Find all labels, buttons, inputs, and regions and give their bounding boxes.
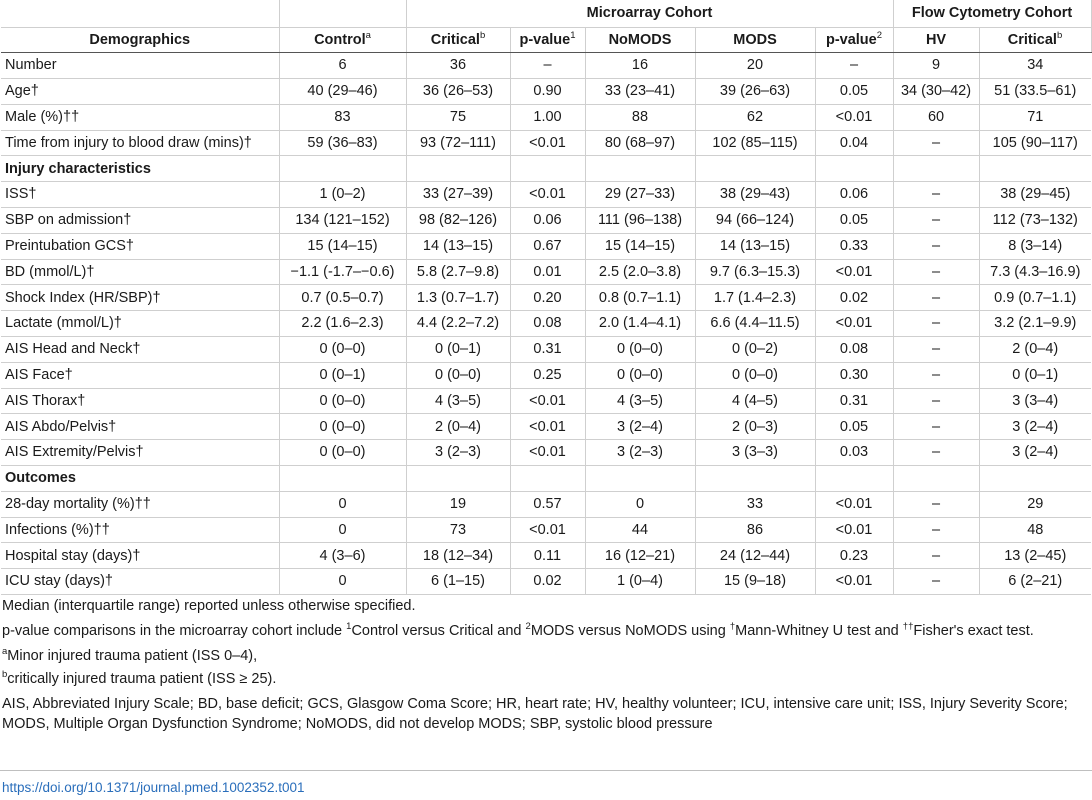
table-row — [1, 517, 1091, 543]
row-label: BD (mmol/L)† — [1, 259, 279, 285]
table-cell: 0.25 — [510, 362, 585, 388]
table-cell: 102 (85–115) — [695, 130, 815, 156]
row-label: Infections (%)†† — [1, 517, 279, 543]
table-cell: 5.8 (2.7–9.8) — [406, 259, 510, 285]
table-cell: 0.67 — [510, 233, 585, 259]
table-cell: 0.31 — [815, 388, 893, 414]
table-cell: <0.01 — [510, 517, 585, 543]
table-cell: 0.7 (0.5–0.7) — [279, 285, 406, 311]
table-row — [1, 569, 1091, 595]
table-cell: – — [893, 233, 979, 259]
table-cell — [695, 466, 815, 492]
row-label: Male (%)†† — [1, 104, 279, 130]
table-cell: – — [893, 311, 979, 337]
table-cell: 19 — [406, 491, 510, 517]
table-row — [1, 543, 1091, 569]
row-label: Number — [1, 53, 279, 79]
table-cell: 0.11 — [510, 543, 585, 569]
table-cell: 0 (0–0) — [695, 362, 815, 388]
table-row — [1, 208, 1091, 234]
section-label: Outcomes — [1, 466, 279, 492]
footnote-a: $^a$Minor injured trauma patient (ISS 0–4), — [2, 646, 258, 664]
table-cell: 0.05 — [815, 208, 893, 234]
table-row — [1, 130, 1091, 156]
table-cell: 112 (73–132) — [979, 208, 1091, 234]
col-p-value-2-header: p-value$^2$ — [815, 27, 893, 53]
table-cell: 0 (0–2) — [695, 337, 815, 363]
table-cell: 14 (13–15) — [406, 233, 510, 259]
table-cell: 7.3 (4.3–16.9) — [979, 259, 1091, 285]
table-cell: 48 — [979, 517, 1091, 543]
col-mods-header: MODS — [695, 27, 815, 53]
table-cell: 3 (2–3) — [585, 440, 695, 466]
table-cell: – — [893, 130, 979, 156]
table-row — [1, 388, 1091, 414]
table-cell: 0.01 — [510, 259, 585, 285]
table-cell: 0.08 — [510, 311, 585, 337]
table-cell: 0.31 — [510, 337, 585, 363]
table-cell: <0.01 — [815, 517, 893, 543]
table-cell: 0 — [279, 491, 406, 517]
table-cell: 1 (0–4) — [585, 569, 695, 595]
footnote-abbreviations: AIS, Abbreviated Injury Scale; BD, base deficit; GCS, Glasgow Coma Score; HR, heart rate; HV, healthy volunteer; ICU, intensive care unit; ISS, Injury Severity Score; MODS, Multiple Organ Dysfunction Syndrome; NoMODS, did not develop MODS; SBP, systolic blood pressure — [2, 696, 1068, 732]
table-cell: 4.4 (2.2–7.2) — [406, 311, 510, 337]
table-cell: 33 (27–39) — [406, 182, 510, 208]
table-cell: 0.23 — [815, 543, 893, 569]
table-cell: 0 (0–0) — [279, 414, 406, 440]
table-cell: 1.00 — [510, 104, 585, 130]
table-cell: 36 (26–53) — [406, 79, 510, 105]
table-cell: – — [893, 285, 979, 311]
table-cell: 3 (2–4) — [979, 414, 1091, 440]
table-cell: 0 — [279, 569, 406, 595]
table-cell: <0.01 — [510, 440, 585, 466]
table-cell: 20 — [695, 53, 815, 79]
row-label: ICU stay (days)† — [1, 569, 279, 595]
table-cell — [406, 466, 510, 492]
table-cell: 4 (3–5) — [406, 388, 510, 414]
table-cell: 2.0 (1.4–4.1) — [585, 311, 695, 337]
table-cell: – — [893, 569, 979, 595]
table-cell: 6 (2–21) — [979, 569, 1091, 595]
table-cell: 1.7 (1.4–2.3) — [695, 285, 815, 311]
table-cell: <0.01 — [815, 491, 893, 517]
table-cell: – — [510, 53, 585, 79]
table-cell — [893, 156, 979, 182]
table-cell — [893, 466, 979, 492]
table-cell — [585, 466, 695, 492]
table-cell — [695, 156, 815, 182]
table-row — [1, 79, 1091, 105]
row-label: Hospital stay (days)† — [1, 543, 279, 569]
table-cell — [279, 466, 406, 492]
table-cell: <0.01 — [510, 130, 585, 156]
table-cell: 3 (2–4) — [585, 414, 695, 440]
row-label: AIS Thorax† — [1, 388, 279, 414]
table-cell: 0.08 — [815, 337, 893, 363]
table-cell: 34 (30–42) — [893, 79, 979, 105]
table-cell: 75 — [406, 104, 510, 130]
row-label: Shock Index (HR/SBP)† — [1, 285, 279, 311]
table-cell: 2 (0–4) — [406, 414, 510, 440]
table-cell — [585, 156, 695, 182]
table-cell: 88 — [585, 104, 695, 130]
table-cell: 33 (23–41) — [585, 79, 695, 105]
table-cell: 0 (0–0) — [406, 362, 510, 388]
table-cell: 6.6 (4.4–11.5) — [695, 311, 815, 337]
footnote-b: $^b$critically injured trauma patient (ISS ≥ 25). — [2, 669, 277, 687]
table-cell: – — [893, 414, 979, 440]
table-row — [1, 285, 1091, 311]
table-cell: 0.30 — [815, 362, 893, 388]
table-cell: 2.5 (2.0–3.8) — [585, 259, 695, 285]
table-cell: 6 (1–15) — [406, 569, 510, 595]
table-cell: 3 (2–4) — [979, 440, 1091, 466]
table-cell: 38 (29–45) — [979, 182, 1091, 208]
table-cell — [979, 466, 1091, 492]
table-cell: 0 (0–0) — [279, 337, 406, 363]
col-control-header: Control$^a$ — [279, 27, 406, 53]
col-critical-header: Critical$^b$ — [406, 27, 510, 53]
table-cell: 4 (3–6) — [279, 543, 406, 569]
table-cell: 93 (72–111) — [406, 130, 510, 156]
table-cell: 0 (0–1) — [279, 362, 406, 388]
table-cell: <0.01 — [510, 388, 585, 414]
microarray-cohort-header: Microarray Cohort — [406, 0, 893, 27]
table-cell: – — [893, 208, 979, 234]
row-label: ISS† — [1, 182, 279, 208]
table-cell: 24 (12–44) — [695, 543, 815, 569]
header-group-row — [1, 0, 1091, 27]
table-cell: 9.7 (6.3–15.3) — [695, 259, 815, 285]
table-cell: 2 (0–3) — [695, 414, 815, 440]
table-cell: 0.05 — [815, 79, 893, 105]
table-cell: 86 — [695, 517, 815, 543]
table-cell: 15 (14–15) — [585, 233, 695, 259]
table-cell: 2.2 (1.6–2.3) — [279, 311, 406, 337]
col-hv-header: HV — [893, 27, 979, 53]
row-label: AIS Abdo/Pelvis† — [1, 414, 279, 440]
table-row — [1, 311, 1091, 337]
row-label: 28-day mortality (%)†† — [1, 491, 279, 517]
table-cell — [279, 156, 406, 182]
table-cell: 3 (3–3) — [695, 440, 815, 466]
table-row — [1, 233, 1091, 259]
table-row — [1, 182, 1091, 208]
table-cell: 34 — [979, 53, 1091, 79]
table-cell: 0.05 — [815, 414, 893, 440]
demographics-table — [1, 0, 1092, 595]
table-cell: – — [893, 440, 979, 466]
table-cell: 9 — [893, 53, 979, 79]
table-cell: 15 (14–15) — [279, 233, 406, 259]
table-cell: <0.01 — [510, 182, 585, 208]
table-cell: 0.06 — [510, 208, 585, 234]
table-cell: 6 — [279, 53, 406, 79]
table-cell: −1.1 (-1.7–−0.6) — [279, 259, 406, 285]
table-cell: 16 (12–21) — [585, 543, 695, 569]
table-cell: 0 — [585, 491, 695, 517]
table-body — [1, 53, 1091, 595]
section-row — [1, 156, 1091, 182]
table-cell: 94 (66–124) — [695, 208, 815, 234]
table-cell: 0 (0–0) — [585, 337, 695, 363]
table-cell: 0.03 — [815, 440, 893, 466]
section-label: Injury characteristics — [1, 156, 279, 182]
table-cell: – — [893, 543, 979, 569]
table-cell — [815, 466, 893, 492]
table-cell: 62 — [695, 104, 815, 130]
table-cell: 14 (13–15) — [695, 233, 815, 259]
table-cell: – — [893, 517, 979, 543]
table-cell: 13 (2–45) — [979, 543, 1091, 569]
table-cell: 73 — [406, 517, 510, 543]
table-cell: 33 — [695, 491, 815, 517]
table-cell — [406, 156, 510, 182]
table-row — [1, 491, 1091, 517]
table-cell: 44 — [585, 517, 695, 543]
footnote-median: Median (interquartile range) reported unless otherwise specified. — [2, 598, 416, 614]
table-cell: 38 (29–43) — [695, 182, 815, 208]
table-cell: 0.33 — [815, 233, 893, 259]
row-label: Time from injury to blood draw (mins)† — [1, 130, 279, 156]
table-cell: 105 (90–117) — [979, 130, 1091, 156]
section-row — [1, 466, 1091, 492]
table-footnotes — [2, 596, 1090, 739]
table-cell: <0.01 — [815, 569, 893, 595]
table-cell: 0 (0–0) — [279, 440, 406, 466]
table-cell: 0.20 — [510, 285, 585, 311]
table-cell: 40 (29–46) — [279, 79, 406, 105]
row-label: AIS Extremity/Pelvis† — [1, 440, 279, 466]
table-cell: – — [893, 337, 979, 363]
table-cell: <0.01 — [815, 104, 893, 130]
table-cell: 36 — [406, 53, 510, 79]
table-cell: 0.06 — [815, 182, 893, 208]
table-cell: 18 (12–34) — [406, 543, 510, 569]
col-demographics-header: Demographics — [1, 27, 279, 53]
col-critical-flow-header: Critical$^b$ — [979, 27, 1091, 53]
table-cell — [979, 156, 1091, 182]
table-cell: 111 (96–138) — [585, 208, 695, 234]
table-cell: 60 — [893, 104, 979, 130]
table-cell: 0.9 (0.7–1.1) — [979, 285, 1091, 311]
table-row — [1, 104, 1091, 130]
table-cell: 0.90 — [510, 79, 585, 105]
table-row — [1, 259, 1091, 285]
table-cell: 0.02 — [815, 285, 893, 311]
divider — [0, 770, 1092, 771]
table-cell: 98 (82–126) — [406, 208, 510, 234]
row-label: Preintubation GCS† — [1, 233, 279, 259]
table-cell: 0 (0–1) — [406, 337, 510, 363]
table-cell: 15 (9–18) — [695, 569, 815, 595]
table-cell: 1 (0–2) — [279, 182, 406, 208]
table-row — [1, 53, 1091, 79]
table-cell: 80 (68–97) — [585, 130, 695, 156]
table-cell: – — [815, 53, 893, 79]
table-cell: 3 (3–4) — [979, 388, 1091, 414]
table-cell: 51 (33.5–61) — [979, 79, 1091, 105]
table-cell: 71 — [979, 104, 1091, 130]
table-cell: – — [893, 259, 979, 285]
row-label: AIS Head and Neck† — [1, 337, 279, 363]
table-cell: 39 (26–63) — [695, 79, 815, 105]
table-cell: – — [893, 182, 979, 208]
row-label: Lactate (mmol/L)† — [1, 311, 279, 337]
table-cell: 0.57 — [510, 491, 585, 517]
column-header-row — [1, 27, 1091, 53]
table-cell — [510, 156, 585, 182]
table-cell: 0.04 — [815, 130, 893, 156]
table-cell: 4 (3–5) — [585, 388, 695, 414]
table-cell: 0.8 (0.7–1.1) — [585, 285, 695, 311]
table-cell: <0.01 — [815, 259, 893, 285]
table-cell: 0 (0–0) — [279, 388, 406, 414]
table-row — [1, 362, 1091, 388]
table-cell: 134 (121–152) — [279, 208, 406, 234]
table-row — [1, 440, 1091, 466]
table-cell: 2 (0–4) — [979, 337, 1091, 363]
footnote-pvalue: p-value comparisons in the microarray cohort include $^1$Control versus Critical and $^2$MODS versus NoMODS using †Mann-Whitney U test and ††Fisher's exact test. — [2, 621, 1034, 639]
table-cell: 4 (4–5) — [695, 388, 815, 414]
table-row — [1, 414, 1091, 440]
table-row — [1, 337, 1091, 363]
table-cell: 29 — [979, 491, 1091, 517]
flow-cytometry-cohort-header: Flow Cytometry Cohort — [893, 0, 1091, 27]
table-cell: – — [893, 491, 979, 517]
doi-link[interactable]: https://doi.org/10.1371/journal.pmed.1002352.t001 — [2, 780, 305, 795]
table-cell — [510, 466, 585, 492]
table-cell: 1.3 (0.7–1.7) — [406, 285, 510, 311]
table-cell: 0 — [279, 517, 406, 543]
table-cell: 16 — [585, 53, 695, 79]
table-cell: 29 (27–33) — [585, 182, 695, 208]
table-cell: <0.01 — [815, 311, 893, 337]
table-cell: 0 (0–1) — [979, 362, 1091, 388]
table-cell: 8 (3–14) — [979, 233, 1091, 259]
table-cell: 0.02 — [510, 569, 585, 595]
table-cell: 3.2 (2.1–9.9) — [979, 311, 1091, 337]
table-cell: 0 (0–0) — [585, 362, 695, 388]
table-cell — [815, 156, 893, 182]
table-cell: 3 (2–3) — [406, 440, 510, 466]
row-label: Age† — [1, 79, 279, 105]
row-label: AIS Face† — [1, 362, 279, 388]
table-cell: 59 (36–83) — [279, 130, 406, 156]
col-p-value-1-header: p-value$^1$ — [510, 27, 585, 53]
row-label: SBP on admission† — [1, 208, 279, 234]
table-cell: <0.01 — [510, 414, 585, 440]
table-cell: 83 — [279, 104, 406, 130]
table-cell: – — [893, 388, 979, 414]
col-nomods-header: NoMODS — [585, 27, 695, 53]
table-cell: – — [893, 362, 979, 388]
